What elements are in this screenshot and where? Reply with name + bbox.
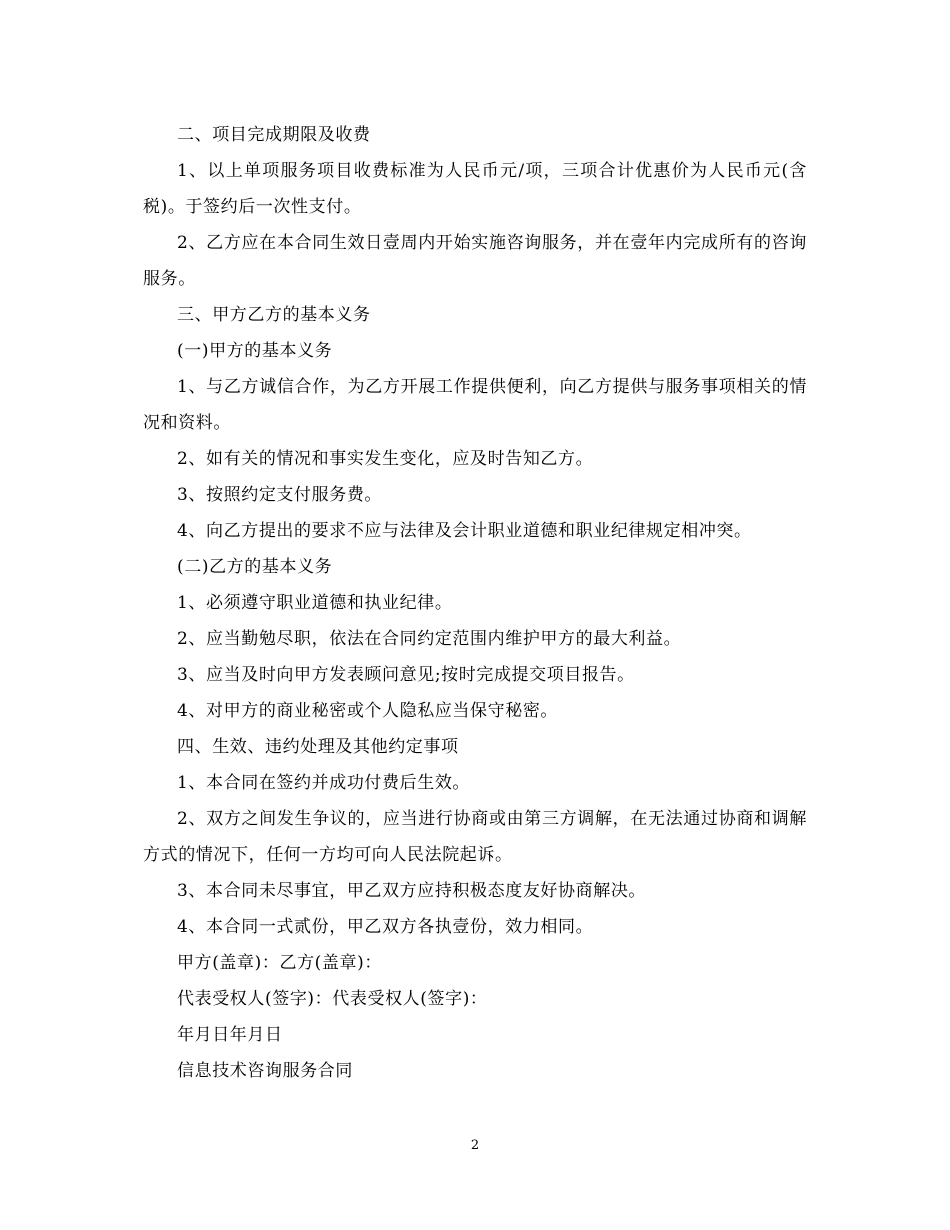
document-title: 信息技术咨询服务合同	[177, 1061, 353, 1081]
subsection-heading: (一)甲方的基本义务	[177, 341, 333, 361]
signature-line: 甲方(盖章)：乙方(盖章)：	[177, 953, 382, 973]
document-body	[143, 117, 807, 1089]
paragraph: 3、按照约定支付服务费。	[177, 485, 383, 505]
paragraph: 4、本合同一式贰份，甲乙双方各执壹份，效力相同。	[177, 917, 594, 937]
signature-line: 代表受权人(签字)：代表受权人(签字)：	[177, 989, 488, 1009]
subsection-heading: (二)乙方的基本义务	[177, 557, 333, 577]
paragraph: 3、本合同未尽事宜，甲乙双方应持积极态度友好协商解决。	[177, 881, 647, 901]
paragraph: 4、向乙方提出的要求不应与法律及会计职业道德和职业纪律规定相冲突。	[177, 521, 752, 541]
paragraph: 2、双方之间发生争议的，应当进行协商或由第三方调解，在无法通过协商和调解方式的情况下，任何一方均可向人民法院起诉。	[143, 809, 807, 865]
paragraph: 1、必须遵守职业道德和执业纪律。	[177, 593, 453, 613]
paragraph: 1、本合同在签约并成功付费后生效。	[177, 773, 471, 793]
paragraph: 2、如有关的情况和事实发生变化，应及时告知乙方。	[177, 449, 594, 469]
paragraph: 1、以上单项服务项目收费标准为人民币元/项，三项合计优惠价为人民币元(含税)。于签约后一次性支付。	[143, 161, 807, 217]
page-number: 2	[470, 1138, 480, 1153]
paragraph: 2、乙方应在本合同生效日壹周内开始实施咨询服务，并在壹年内完成所有的咨询服务。	[143, 233, 807, 289]
paragraph: 1、与乙方诚信合作，为乙方开展工作提供便利，向乙方提供与服务事项相关的情况和资料。	[143, 377, 807, 433]
section-heading: 四、生效、违约处理及其他约定事项	[177, 737, 459, 757]
paragraph: 3、应当及时向甲方发表顾问意见;按时完成提交项目报告。	[177, 665, 635, 685]
paragraph: 4、对甲方的商业秘密或个人隐私应当保守秘密。	[177, 701, 559, 721]
section-heading: 二、项目完成期限及收费	[177, 125, 371, 145]
paragraph: 2、应当勤勉尽职，依法在合同约定范围内维护甲方的最大利益。	[177, 629, 682, 649]
date-line: 年月日年月日	[177, 1025, 283, 1045]
section-heading: 三、甲方乙方的基本义务	[177, 305, 371, 325]
